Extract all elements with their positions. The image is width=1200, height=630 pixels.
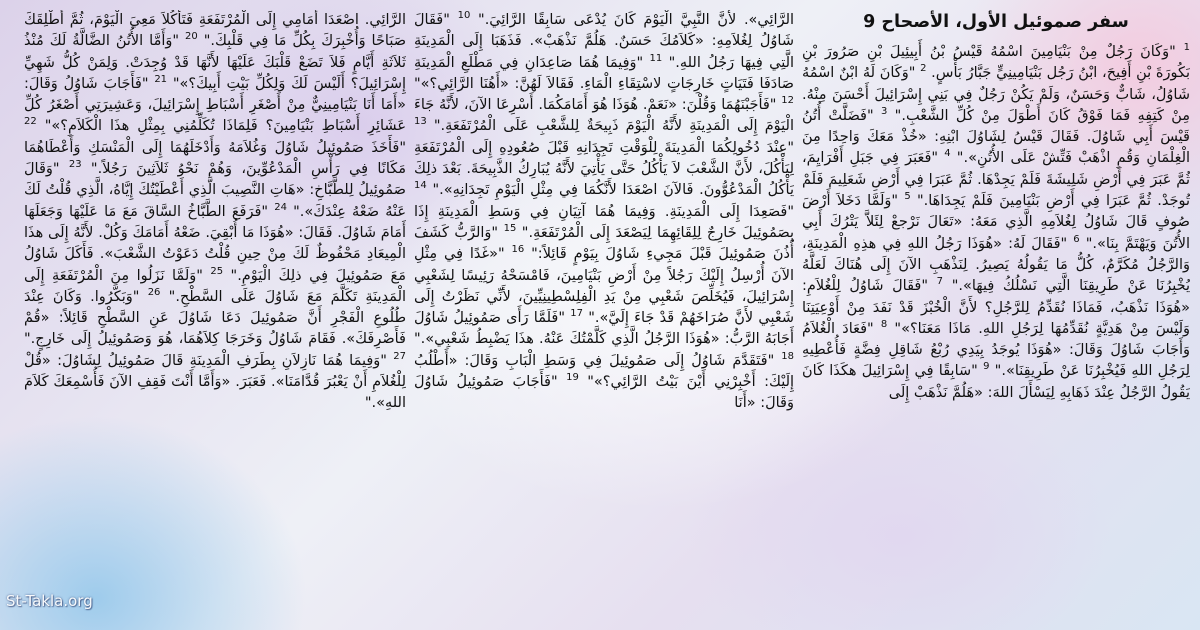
site-watermark: St-Takla.org [6, 592, 93, 610]
verse-text: "فَعَبَرَ فِي جَبَلِ أَفْرَايِمَ، ثُمَّ عَبَرَ فِي أَرْضِ شَلِيشَةَ فَلَمْ يَجِدْهَا. ثُمَّ عَبَرَا فِي أَرْضِ شَعَلِيمَ فَلَمْ تُوجَدْ. ثُمَّ عَبَرَا فِي أَرْضِ بَنْيَامِينَ فَلَمْ يَجِدَاهَا." [802, 150, 1190, 210]
verse-text: "فَأَجَابَ شَاوُلُ وَقَالَ: «أَمَا أَنَا بَنْيَامِينِيٌّ مِنْ أَصْغَرِ أَسْبَاطِ إِسْرَائِيلَ، وَعَشِيرَتِي أَصْغَرُ كُلِّ عَشَائِرِ أَسْبَاطِ بَنْيَامِينَ؟ فَلِمَاذَا تُكَلِّمُنِي بِمِثْلِ هذَا الْكَلاَمِ؟»" [24, 75, 406, 135]
verse-number: 6 [1073, 233, 1080, 245]
verse-number: 24 [274, 201, 287, 213]
verse-number: 22 [24, 116, 37, 128]
verse-text: "فَلَمَّا رَأَى صَمُوئِيلُ شَاوُلَ أَجَابَهُ الرَّبُّ: «هُوَذَا الرَّجُلُ الَّذِي كَلَّمْتُكَ عَنْهُ. هذَا يَضْبِطُ شَعْبِي»." [414, 310, 794, 348]
verse-text: "عِنْدَ دُخُولِكُمَا الْمَدِينَةَ لِلْوَقْتِ تَجِدَانِهِ قَبْلَ صُعُودِهِ إِلَى الْمُرْتَفَعَةِ لِيَأْكُلَ، لأَنَّ الشَّعْبَ لاَ يَأْكُلُ حَتَّى يَأْتِيَ لأَنَّهُ يُبَارِكُ الذَّبِيحَةَ. بَعْدَ ذلِكَ يَأْكُلُ الْمَدْعُوُّونَ. فَالآنَ اصْعَدَا لأَنَّكُمَا فِي مِثْلِ الْيَوْمِ تَجِدَانِهِ»." [414, 139, 794, 199]
verse-number: 16 [511, 244, 525, 256]
verse-number: 20 [185, 31, 198, 43]
verse-number: 13 [414, 116, 427, 128]
verse-text: "فَأَخَذَ صَمُوئِيلُ شَاوُلَ وَغُلاَمَهُ وَأَدْخَلَهُمَا إِلَى الْمَنْسَكِ وَأَعْطَاهُمَا مَكَانًا فِي رَأْسِ الْمَدْعُوِّينَ، وَهُمْ نَحْوُ ثَلاَثِينَ رَجُلاً." [24, 139, 406, 178]
verse-text: الرَّائِي». لأَنَّ النَّبِيَّ الْيَوْمَ كَانَ يُدْعَى سَابِقًا الرَّائِيَ." [478, 12, 794, 28]
verse-text: "وَأَمَّا الأُتُنُ الضَّالَّةُ لَكَ مُنْذُ ثَلاَثَةِ أَيَّامٍ فَلاَ تَضَعْ قَلْبَكَ عَلَيْهَا لأَنَّهَا قَدْ وُجِدَتْ. وَلِمَنْ كُلُّ شَهِيِّ إِسْرَائِيلَ؟ أَلَيْسَ لَكَ وَلِكُلِّ بَيْتِ أَبِيكَ؟»" [24, 33, 406, 92]
verse-number: 3 [880, 106, 888, 118]
verse-number: 7 [936, 276, 944, 288]
verse-text: "فَصَعِدَا إِلَى الْمَدِينَةِ. وَفِيمَا هُمَا آتِيَانِ فِي وَسَطِ الْمَدِينَةِ إِذَا بِصَمُوئِيلَ خَارِجٌ لِلِقَائِهِمَا لِيَصْعَدَ إِلَى الْمُرْتَفَعَةِ." [414, 203, 794, 241]
verse-number: 21 [154, 74, 168, 86]
text-column-left [24, 10, 406, 620]
verse-text: "وَلَمَّا نَزَلُوا مِنَ الْمُرْتَفَعَةِ إِلَى الْمَدِينَةِ تَكَلَّمَ مَعَ شَاوُلَ عَلَى السَّطْحِ." [24, 267, 406, 305]
verse-text: "فَأَجَبْنَهُمَا وَقُلْنَ: «نَعَمْ. هُوَذَا هُوَ أَمَامَكُمَا. أَسْرِعَا الآنَ، لأَنَّهُ جَاءَ الْيَوْمَ إِلَى الْمَدِينَةِ لأَنَّهُ الْيَوْمَ ذَبِيحَةٌ لِلشَّعْبِ عَلَى الْمُرْتَفَعَةِ." [414, 97, 794, 135]
verse-text: الرَّائِي. اصْعَدَا أَمَامِي إِلَى الْمُرْتَفَعَةِ فَتَأْكُلاَ مَعِيَ الْيَوْمَ، ثُمَّ أُطْلِقَكَ صَبَاحًا وَأُخْبِرَكَ بِكُلِّ مَا فِي قَلْبِكَ." [24, 12, 406, 50]
verse-number: 12 [781, 95, 794, 107]
verse-text: "وَبَكَّرُوا. وَكَانَ عِنْدَ طُلُوعِ الْفَجْرِ أَنَّ صَمُوئِيلَ دَعَا شَاوُلَ عَنِ السَّطْحِ قَائِلاً: «قُمْ فَأَصْرِفَكَ». فَقَامَ شَاوُلُ وَخَرَجَا كِلاَهُمَا، هُوَ وَصَمُوئِيلُ إِلَى خَارِجٍ." [24, 288, 406, 348]
verse-text: "سَابِقًا فِي إِسْرَائِيلَ هكَذَا كَانَ يَقُولُ الرَّجُلُ عِنْدَ ذَهَابِهِ لِيَسْأَلَ اللهَ: «هَلُمَّ نَذْهَبْ إِلَى [802, 363, 1190, 401]
verse-number: 19 [566, 372, 579, 384]
verse-text: "فَقَالَ لَهُ: «هُوَذَا رَجُلُ اللهِ فِي هذِهِ الْمَدِينَةِ، وَالرَّجُلُ مُكَرَّمٌ، كُلُّ مَا يَقُولُهُ يَصِيرُ. لِنَذْهَبِ الآنَ إِلَى هُنَاكَ لَعَلَّهُ يُخْبِرُنَا عَنْ طَرِيقِنَا الَّتِي نَسْلُكُ فِيهَا»." [802, 235, 1190, 295]
verse-number: 15 [503, 223, 517, 235]
chapter-title: سفر صموئيل الأول، الأصحاح 9 [863, 12, 1129, 32]
verse-text: "وَفِيمَا هُمَا نَازِلاَنِ بِطَرَفِ الْمَدِينَةِ قَالَ صَمُوئِيلُ لِشَاوُلَ: «قُلْ لِلْغُلاَمِ أَنْ يَعْبُرَ قُدَّامَنَا». فَعَبَرَ. «وَأَمَّا أَنْتَ فَقِفِ الآنَ فَأُسْمِعَكَ كَلاَمَ اللهِ»." [24, 352, 406, 412]
verse-text: "فَتَقَدَّمَ شَاوُلُ إِلَى صَمُوئِيلَ فِي وَسَطِ الْبَابِ وَقَالَ: «أَطْلُبُ إِلَيْكَ: أَخْبِرْنِي أَيْنَ بَيْتُ الرَّائِي؟»" [414, 352, 794, 391]
verse-text: "وَكَانَ لَهُ ابْنٌ اسْمُهُ شَاوُلُ، شَابٌّ وَحَسَنٌ، وَلَمْ يَكُنْ رَجُلٌ فِي بَنِي إِسْرَائِيلَ أَحْسَنَ مِنْهُ. مِنْ كَتِفِهِ فَمَا فَوْقُ كَانَ أَطْوَلَ مِنْ كُلِّ الشَّعْبِ." [802, 65, 1190, 124]
verse-text: "فَرَفَعَ الطَّبَّاخُ السَّاقَ مَعَ مَا عَلَيْهَا وَجَعَلَهَا أَمَامَ شَاوُلَ. فَقَالَ: «هُوَذَا مَا أُبْقِيَ. ضَعْهُ أَمَامَكَ وَكُلْ. لأَنَّهُ إِلَى هذَا الْمِيعَادِ مَحْفُوظٌ لَكَ مِنْ حِينِ قُلْتُ دَعَوْتُ الشَّعْبَ». فَأَكَلَ شَاوُلُ مَعَ صَمُوئِيلَ فِي ذلِكَ الْيَوْمِ." [24, 203, 406, 284]
text-column-right [802, 10, 1190, 620]
verse-number: 26 [147, 287, 161, 299]
verse-number: 11 [649, 52, 663, 64]
verse-number: 2 [920, 63, 927, 75]
verse-text: "وَلَمَّا دَخَلاَ أَرْضَ صُوفٍ قَالَ شَاوُلُ لِغُلاَمِهِ الَّذِي مَعَهُ: «تَعَالَ نَرْجعْ لِئَلاَّ يَتْرُكَ أَبِي الأُتُنَ وَيَهْتَمَّ بِنَا»." [802, 193, 1190, 252]
verse-number: 18 [781, 350, 794, 362]
verse-text: "فَعَادَ الْغُلاَمُ وَأَجَابَ شَاوُلَ وَقَالَ: «هُوَذَا يُوجَدُ بِيَدِي رُبْعُ شَاقِلِ فِضَّةٍ فَأُعْطِيهِ لِرَجُلِ اللهِ فَيُخْبِرُنَا عَنْ طَرِيقِنَا»." [802, 320, 1190, 380]
verse-text: "وَالرَّبُّ كَشَفَ أُذُنَ صَمُوئِيلَ قَبْلَ مَجِيءِ شَاوُلَ بِيَوْمٍ قَائِلاً:" [414, 224, 794, 263]
verse-number: 1 [1183, 42, 1190, 54]
verse-number: 27 [393, 350, 406, 362]
verse-text: "وَكَانَ رَجُلٌ مِنْ بَنْيَامِينَ اسْمُهُ قَيْسُ بْنُ أَبِيئِيلَ بْنِ صَرُورَ بْنِ بَكُورَةَ بْنِ أَفِيحَ، ابْنُ رَجُل بَنْيَامِينِيٍّ جَبَّارُ بَأْسٍ. [802, 44, 1190, 82]
verse-number: 9 [983, 361, 990, 373]
text-column-middle [414, 10, 794, 620]
verse-text: "فَأَجَابَ صَمُوئِيلُ شَاوُلَ وَقَالَ: «أَنَا [414, 374, 794, 412]
verse-number: 8 [880, 319, 888, 331]
verse-text: "وَقَالَ صَمُوئِيلُ لِلطَّبَّاخِ: «هَاتِ النَّصِيبَ الَّذِي أَعْطَيْتُكَ إِيَّاهُ، الَّذِي قُلْتُ لَكَ عَنْهُ ضَعْهُ عِنْدَكَ»." [24, 161, 406, 220]
verse-number: 14 [414, 180, 427, 192]
verse-number: 23 [68, 159, 82, 171]
verse-text: "وَفِيمَا هُمَا صَاعِدَانِ فِي مَطْلَعِ الْمَدِينَةِ صَادَفَا فَتَيَاتٍ خَارِجَاتٍ لاسْتِقَاءِ الْمَاءِ. فَقَالاَ لَهُنَّ: «أَهُنَا الرَّائِي؟»" [414, 54, 794, 92]
verse-number: 5 [904, 191, 911, 203]
verse-text: "فَضَلَّتْ أُتُنُ قَيْسَ أَبِي شَاوُلَ. فَقَالَ قَيْسُ لِشَاوُلَ ابْنِهِ: «خُذْ مَعَكَ وَاحِدًا مِنَ الْغِلْمَانِ وَقُمِ اذْهَبْ فَتِّشْ عَلَى الأُتُنِ»." [802, 107, 1190, 167]
verse-number: 25 [210, 265, 224, 277]
verse-number: 4 [944, 148, 951, 160]
verse-text: "فَقَالَ شَاوُلُ لِغُلاَمِهِ: «كَلاَمُكَ حَسَنٌ. هَلُمَّ نَذْهَبْ». فَذَهَبَا إِلَى الْمَدِينَةِ الَّتِي فِيهَا رَجُلُ اللهِ." [414, 12, 794, 71]
verse-number: 10 [457, 10, 471, 22]
verse-number: 17 [570, 308, 583, 320]
verse-text: "فَقَالَ شَاوُلُ لِلْغُلاَمِ: «هُوَذَا نَذْهَبُ، فَمَاذَا نُقَدِّمُ لِلرَّجُلِ؟ لأَنَّ الْخُبْزَ قَدْ نَفَدَ مِنْ أَوْعِيَتِنَا وَلَيْسَ مِنْ هَدِيَّةٍ نُقَدِّمُهَا لِرَجُلِ اللهِ. مَاذَا مَعَنَا؟»" [802, 278, 1190, 337]
verse-text: "«غَدًا فِي مِثْلِ الآنَ أُرْسِلُ إِلَيْكَ رَجُلاً مِنْ أَرْضِ بَنْيَامِينَ، فَامْسَحْهُ رَئِيسًا لِشَعْبِي إِسْرَائِيلَ، فَيُخَلِّصَ شَعْبِي مِنْ يَدِ الْفِلِسْطِينِيِّينَ، لأَنِّي نَظَرْتُ إِلَى شَعْبِي لأَنَّ صُرَاخَهُمْ قَدْ جَاءَ إِلَيَّ»." [414, 246, 794, 327]
